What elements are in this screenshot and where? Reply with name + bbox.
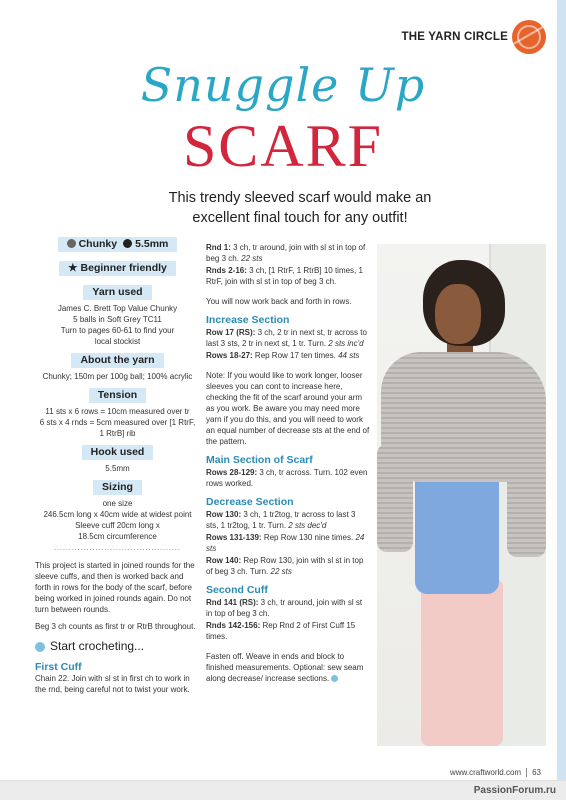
info-line: 246.5cm long x 40cm wide at widest point [43,510,192,519]
info-column [35,237,200,695]
row-text: Rep Row 130 nine times. [261,533,354,542]
increase-heading: Increase Section [206,314,290,326]
first-cuff-heading: First Cuff [35,661,82,673]
info-line: Chunky; 150m per 100g ball; 100% acrylic [42,372,193,381]
row-count: 22 sts [270,567,292,576]
hook-size-label: 5.5mm [135,238,169,250]
title-line-1: Snuggle Up [140,58,426,112]
page-footer [450,768,541,777]
dotted-divider: ........................................... [54,545,181,552]
intro-paragraph: This project is started in joined rounds for the sleeve cuffs, and then is worked back and forth in rows for the body of the scarf, before being worked in joined rounds again. Do not turn between rounds. [35,561,195,614]
pattern-row [206,620,370,642]
yarn-used-block [35,285,200,347]
info-line: James C. Brett Top Value Chunky [57,304,178,313]
row-label: Rnd 1: [206,243,231,252]
second-cuff-heading: Second Cuff [206,584,268,596]
note-paragraph: Note: If you would like to work longer, looser sleeves you can cont to increase here, checking the fit of the scarf around your arm as you work. Be aware you may need more yarn if you do this, and you will need to work an equal number of decrease sts at the end of the pattern. [206,371,370,446]
level-label: Beginner friendly [80,262,167,274]
pattern-row [206,467,370,489]
pattern-row [206,327,370,349]
level-block [35,261,200,279]
pattern-row [206,597,370,619]
pattern-row [206,242,370,264]
start-crocheting-heading [35,641,200,652]
pattern-column [206,242,370,685]
info-line: one size [102,499,133,508]
end-dot-icon [331,675,338,682]
weight-hook-block [35,237,200,255]
beg-note: Beg 3 ch counts as first tr or RtrB throughout. [35,622,196,631]
pattern-row [206,350,370,361]
weight-hook-badge [58,237,178,252]
info-line: 1 RtrB] rib [99,429,136,438]
brand-header [401,20,546,54]
fasten-off-text: Fasten off. Weave in ends and block to finished measurements. Optional: sew seam along decrease/ increase sections. [206,652,364,683]
info-line: 5 balls in Soft Grey TC11 [73,315,162,324]
yarn-used-heading: Yarn used [83,285,151,300]
row-text: 3 ch, [1 RtrF, 1 RtrB] 10 times, 1 RtrF, join with sl st in top of beg 3 ch. [206,266,363,286]
sizing-heading: Sizing [93,480,142,495]
photo-pants [421,579,503,746]
info-line: 11 sts x 6 rows = 10cm measured over tr [45,407,190,416]
info-line: 18.5cm circumference [78,532,157,541]
watermark-bar [0,780,566,800]
photo-cuff-right [507,439,546,557]
yarn-weight-icon [67,239,76,248]
fasten-off-paragraph [206,651,370,684]
weight-label: Chunky [78,238,118,250]
photo-face [435,284,481,344]
row-text: 3 ch, tr around, join with sl st in top of beg 3 ch. [206,598,363,618]
title-line-2: SCARF [182,113,384,179]
info-line: 6 sts x 4 rnds = 5cm measured over [1 RtrF, [39,418,196,427]
row-text: Rep Rnd 2 of First Cuff 15 times. [206,621,356,641]
first-cuff-text: Chain 22. Join with sl st in first ch to work in the rnd, being careful not to twist your work. [35,674,190,694]
row-label: Rows 18-27: [206,351,253,360]
row-text: Rep Row 17 ten times. [252,351,336,360]
brand-text: THE YARN CIRCLE [401,31,508,43]
about-yarn-block [35,353,200,382]
row-label: Rnd 141 (RS): [206,598,259,607]
watermark-text: PassionForum.ru [473,785,556,796]
row-label: Rnds 2-16: [206,266,247,275]
row-count: 44 sts [338,351,360,360]
subtitle: This trendy sleeved scarf would make an excellent final touch for any outfit! [168,190,432,226]
about-yarn-heading: About the yarn [71,353,163,368]
model-photo [377,244,546,746]
bullet-dot-icon [35,642,45,652]
yarn-ball-icon [512,20,546,54]
row-text: 3 ch, tr across. Turn. 102 even rows worked. [206,468,368,488]
footer-site: www.craftworld.com [449,768,522,777]
pattern-row [206,532,370,554]
hook-icon [123,239,132,248]
level-badge [59,261,176,276]
info-line: local stockist [94,337,141,346]
row-label: Row 17 (RS): [206,328,256,337]
pattern-row [206,265,370,287]
row-label: Row 140: [206,556,242,565]
tension-block [35,388,200,439]
info-line: Sleeve cuff 20cm long x [75,521,160,530]
info-line: Turn to pages 60-61 to find your [60,326,175,335]
row-text: 3 ch, tr around, join with sl st in top of beg 3 ch. [206,243,366,263]
row-count: 2 sts inc'd [328,339,364,348]
row-count: 24 sts [206,533,365,553]
pattern-row [206,555,370,577]
row-text: 3 ch, 1 tr2tog, tr across to last 3 sts, 1 tr2tog, 1 tr. Turn. [206,510,356,530]
tension-heading: Tension [89,388,146,403]
footer-separator [526,768,527,777]
start-crocheting-label: Start crocheting... [50,639,145,653]
info-line: 5.5mm [105,464,130,473]
decrease-heading: Decrease Section [206,496,294,508]
pattern-row [206,509,370,531]
hook-used-heading: Hook used [82,445,154,460]
work-back-note: You will now work back and forth in rows. [206,297,352,306]
hook-used-block [35,445,200,474]
row-count: 22 sts [241,254,263,263]
sizing-block [35,480,200,554]
row-label: Rows 131-139: [206,533,262,542]
photo-cuff-left [377,444,413,552]
row-label: Rows 28-129: [206,468,258,477]
page-number: 63 [532,768,541,777]
star-icon: ★ [68,262,78,274]
main-section-heading: Main Section of Scarf [206,454,313,466]
row-text: Rep Row 130, join with sl st in top of beg 3 ch. Turn. [206,556,364,576]
row-label: Row 130: [206,510,242,519]
row-text: 3 ch, 2 tr in next st, tr across to last 3 sts, 2 tr in next st, 1 tr. Turn. [206,328,367,348]
row-label: Rnds 142-156: [206,621,261,630]
row-count: 2 sts dec'd [288,521,327,530]
